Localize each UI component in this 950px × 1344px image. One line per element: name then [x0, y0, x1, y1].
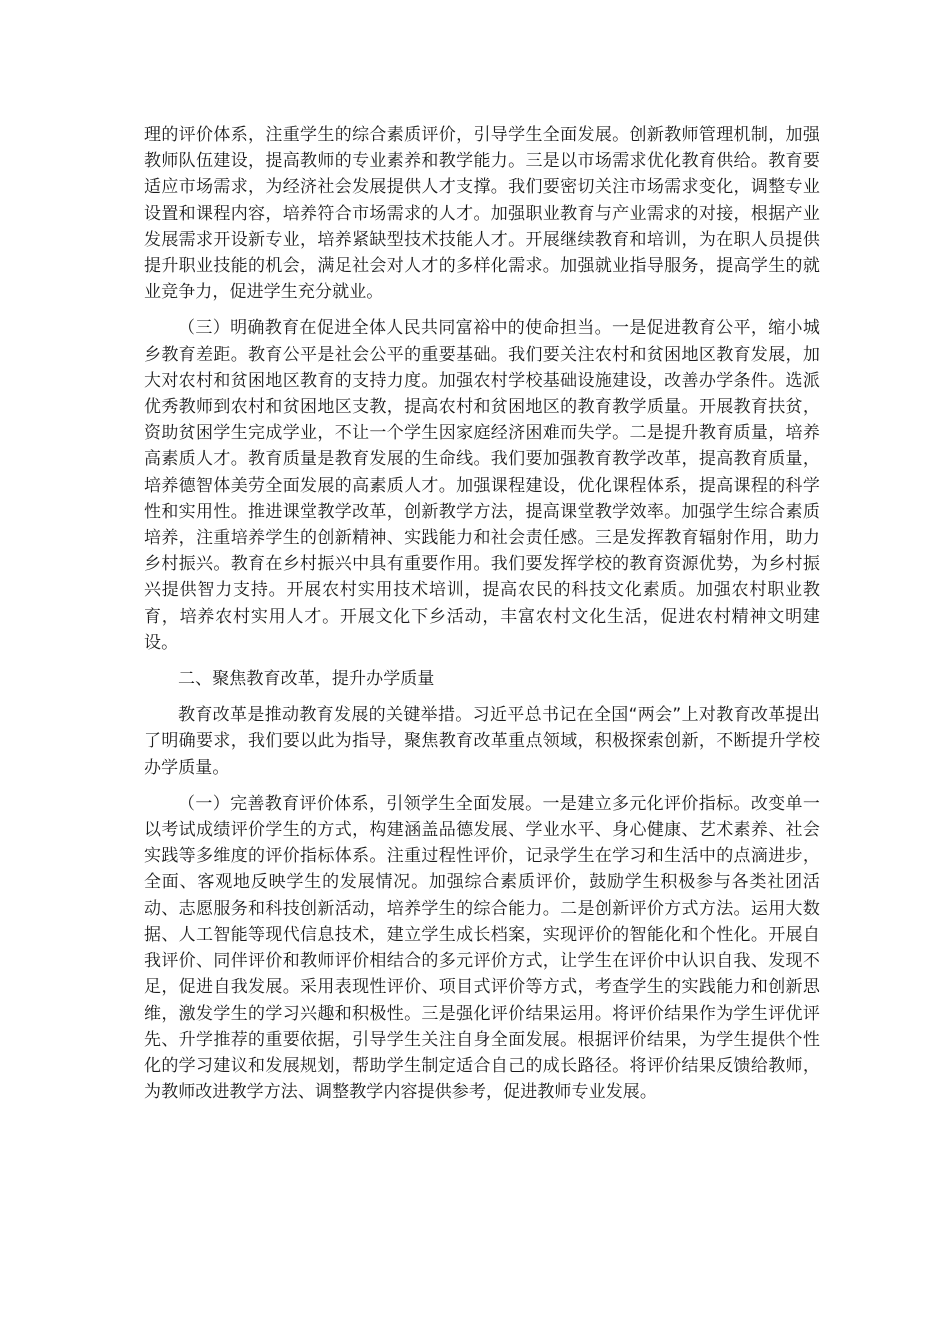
paragraph-evaluation-system: （一）完善教育评价体系，引领学生全面发展。一是建立多元化评价指标。改变单一以考试成绩评价学生的方式，构建涵盖品德发展、学业水平、身心健康、艺术素养、社会实践等多维度的评价指标体系。注重过程性评价，记录学生在学习和生活中的点滴进步，全面、客观地反映学生的发展情况。加强综合素质评价，鼓励学生积极参与各类社团活动、志愿服务和科技创新活动，培养学生的综合能力。二是创新评价方式方法。运用大数据、人工智能等现代信息技术，建立学生成长档案，实现评价的智能化和个性化。开展自我评价、同伴评价和教师评价相结合的多元评价方式，让学生在评价中认识自我、发现不足，促进自我发展。采用表现性评价、项目式评价等方式，考查学生的实践能力和创新思维，激发学生的学习兴趣和积极性。三是强化评价结果运用。将评价结果作为学生评优评先、升学推荐的重要依据，引导学生关注自身全面发展。根据评价结果，为学生提供个性化的学习建议和发展规划，帮助学生制定适合自己的成长路径。将评价结果反馈给教师，为教师改进教学方法、调整教学内容提供参考，促进教师专业发展。 [144, 793, 820, 1103]
paragraph-reform-intro: 教育改革是推动教育发展的关键举措。习近平总书记在全国“两会”上对教育改革提出了明确要求，我们要以此为指导，聚焦教育改革重点领域，积极探索创新，不断提升学校办学质量。 [144, 705, 820, 778]
paragraph-continuation: 理的评价体系，注重学生的综合素质评价，引导学生全面发展。创新教师管理机制，加强教师队伍建设，提高教师的专业素养和教学能力。三是以市场需求优化教育供给。教育要适应市场需求，为经济社会发展提供人才支撑。我们要密切关注市场需求变化，调整专业设置和课程内容，培养符合市场需求的人才。加强职业教育与产业需求的对接，根据产业发展需求开设新专业，培养紧缺型技术技能人才。开展继续教育和培训，为在职人员提供提升职业技能的机会，满足社会对人才的多样化需求。加强就业指导服务，提高学生的就业竞争力，促进学生充分就业。 [144, 125, 820, 303]
section-heading-two: 二、聚焦教育改革，提升办学质量 [178, 669, 435, 690]
paragraph-section-three: （三）明确教育在促进全体人民共同富裕中的使命担当。一是促进教育公平，缩小城乡教育差距。教育公平是社会公平的重要基础。我们要关注农村和贫困地区教育发展，加大对农村和贫困地区教育的支持力度。加强农村学校基础设施建设，改善办学条件。选派优秀教师到农村和贫困地区支教，提高农村和贫困地区的教育教学质量。开展教育扶贫，资助贫困学生完成学业，不让一个学生因家庭经济困难而失学。二是提升教育质量，培养高素质人才。教育质量是教育发展的生命线。我们要加强教育教学改革，提高教育质量，培养德智体美劳全面发展的高素质人才。加强课程建设，优化课程体系，提高课程的科学性和实用性。推进课堂教学改革，创新教学方法，提高课堂教学效率。加强学生综合素质培养，注重培养学生的创新精神、实践能力和社会责任感。三是发挥教育辐射作用，助力乡村振兴。教育在乡村振兴中具有重要作用。我们要发挥学校的教育资源优势，为乡村振兴提供智力支持。开展农村实用技术培训，提高农民的科技文化素质。加强农村职业教育，培养农村实用人才。开展文化下乡活动，丰富农村文化生活，促进农村精神文明建设。 [144, 318, 820, 653]
document-body [144, 122, 820, 1115]
